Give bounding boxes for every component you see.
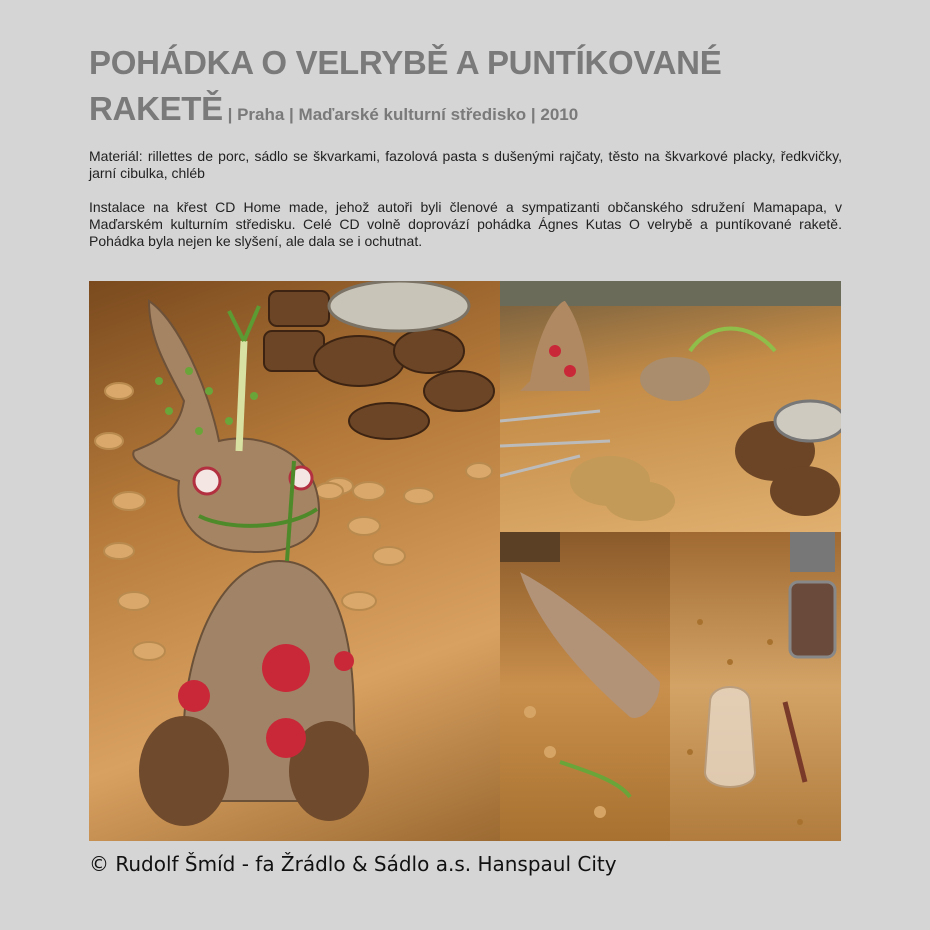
material-paragraph: Materiál: rillettes de porc, sádlo se škvarkami, fazolová pasta s dušenými rajčaty, těsto na škvarkové placky, ředkvičky, jarní cibulka, chléb bbox=[89, 148, 842, 181]
photo-whale-rocket-art bbox=[89, 281, 500, 841]
title-line-2 bbox=[89, 86, 849, 138]
photo-table-overview-art bbox=[500, 281, 841, 532]
photo-table-overview bbox=[500, 281, 841, 532]
title-meta: | Praha | Maďarské kulturní středisko | 2010 bbox=[222, 105, 579, 124]
page-title bbox=[89, 40, 849, 138]
photo-eaten-whale bbox=[500, 532, 670, 841]
photo-empty-table-art bbox=[670, 532, 841, 841]
photo-whale-rocket bbox=[89, 281, 500, 841]
installation-paragraph: Instalace na křest CD Home made, jehož autoři byli členové a sympatizanti občanského sdružení Mamapapa, v Maďarském kulturním středisku. Celé CD volně doprovází pohádka Ágnes Kutas O velrybě a puntíkované raketě. Pohádka byla nejen ke slyšení, ale dala se i ochutnat. bbox=[89, 199, 842, 249]
copyright-footer: © Rudolf Šmíd - fa Žrádlo & Sádlo a.s. Hanspaul City bbox=[89, 852, 617, 876]
photo-eaten-whale-art bbox=[500, 532, 670, 841]
title-line-1: POHÁDKA O VELRYBĚ A PUNTÍKOVANÉ bbox=[89, 44, 722, 81]
photo-empty-table bbox=[670, 532, 841, 841]
title-rocket-word: RAKETĚ bbox=[89, 90, 223, 127]
